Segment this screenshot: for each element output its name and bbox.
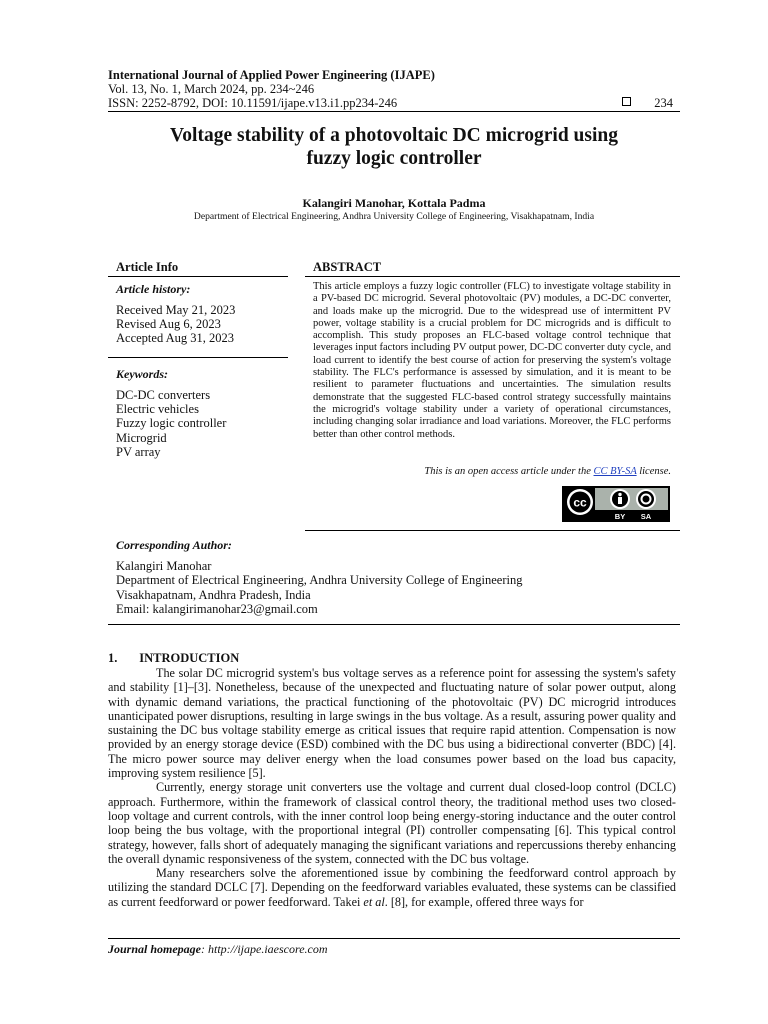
authors: Kalangiri Manohar, Kottala Padma (302, 196, 486, 210)
abstract-text: This article employs a fuzzy logic controller (FLC) to investigate voltage stability in a PV-based DC microgrid. Several photovoltaic (PV) modules, a DC-DC converter, and loads make up the microgrid. Due to the widespread use of intermittent PV power, voltage stability is a crucial problem for DC microgrids and is difficult to accomplish. This study proposes an FLC-based voltage control technique that leverages input factors including PV output power, DC-DC converter duty cycle, and load current to identify the best course of action for preserving the system's voltage stability. The FLC's performance is assessed by simulation, and it is meant to be resilient to parameter fluctuations and uncertainties. The simulation results demonstrate that the suggested FLC-based control strategy successfully maintains the microgrid's voltage stability under a variety of operational circumstances, including changing solar irradiance and load variations. Moreover, the FLC performs better than other control methods. (313, 281, 671, 440)
intro-paragraph-1: The solar DC microgrid system's bus voltage serves as a reference point for assessing the system's safety and stability [1]–[3]. Nonetheless, because of the unexpected and fluctuating nature of solar power output, along with dynamic demand variations, the practical functioning of the photovoltaic (PV) DC microgrid introduces unanticipated power disruptions, resulting in large swings in the bus voltage. As a result, assuring power quality and sustaining the DC bus voltage stability emerge as critical issues that require rapid attention. Compensation is now provided by an energy storage device (ESD) combined with the DC bus using a bidirectional converter (BDC) [4]. The micro power source may deliver energy when the load consumes power based on the load bus capacity, improving system resilience [5]. (108, 666, 676, 781)
header-rule (108, 111, 680, 112)
open-access-prefix: This is an open access article under the (424, 466, 594, 477)
corresponding-location: Visakhapatnam, Andhra Pradesh, India (116, 587, 311, 602)
p3-text-after: . [8], for example, offered three ways for (384, 894, 584, 909)
volume-info: Vol. 13, No. 1, March 2024, pp. 234~246 (108, 82, 315, 96)
p3-et-al: et al (363, 894, 385, 909)
intro-paragraph-3 (108, 866, 676, 909)
history-rule (108, 357, 288, 358)
badge-sa-text: SA (640, 512, 652, 521)
cc-badge-icon (562, 486, 670, 522)
introduction-body (108, 666, 676, 909)
badge-by-text: BY (614, 512, 626, 521)
corresponding-rule (108, 624, 680, 625)
page-number: 234 (654, 96, 673, 110)
intro-paragraph-2: Currently, energy storage unit converters use the voltage and current dual closed-loop control (DCLC) approach. Furthermore, within the framework of classical control theory, the traditional method uses two closed-loop voltage and current controls, with the inner control loop being energy-storing inductance and the outer control loop being the bus voltage, with the proportional integral (PI) controller compensating [6]. This typical control strategy, however, falls short of adequately managing the significant variations and repercussions thereby enhancing the overall dynamic responsiveness of the system, connected with the DC bus voltage. (108, 780, 676, 866)
abstract-bottom-rule (305, 530, 680, 531)
footer-rule (108, 938, 680, 939)
keyword-item: PV array (116, 444, 161, 459)
history-received: Received May 21, 2023 (116, 303, 236, 317)
corresponding-email: Email: kalangirimanohar23@gmail.com (116, 601, 318, 616)
keyword-item: Fuzzy logic controller (116, 416, 227, 431)
issn-doi: ISSN: 2252-8792, DOI: 10.11591/ijape.v13.i1.pp234-246 (108, 96, 398, 110)
history-accepted: Accepted Aug 31, 2023 (116, 331, 235, 346)
history-list (116, 303, 235, 346)
homepage-label: Journal homepage (108, 942, 202, 956)
title-line-2: fuzzy logic controller (306, 148, 482, 169)
open-access-note (313, 466, 671, 477)
history-revised: Revised Aug 6, 2023 (116, 317, 221, 332)
article-info-rule (108, 276, 288, 277)
keyword-item: Microgrid (116, 430, 167, 445)
abstract-heading: ABSTRACT (313, 260, 382, 274)
keywords-list (116, 388, 226, 459)
badge-cc-text: cc (573, 495, 587, 510)
corresponding-department: Department of Electrical Engineering, Andhra University College of Engineering (116, 573, 523, 588)
cc-by-sa-link[interactable]: CC BY-SA (593, 466, 637, 477)
keywords-heading: Keywords: (116, 367, 168, 381)
journal-homepage (108, 942, 328, 957)
square-bullet-icon (622, 97, 631, 106)
p3-text-before: Many researchers solve the aforementioned issue by combining the feedforward control approach by utilizing the standard DCLC [7]. Depending on the feedforward variables evaluated, these systems can be classified as current feedforward or power feedforward. Takei (108, 866, 676, 909)
article-info-heading: Article Info (116, 260, 179, 274)
keyword-item: Electric vehicles (116, 402, 199, 417)
article-history-heading: Article history: (116, 282, 191, 296)
keyword-item: DC-DC converters (116, 388, 211, 402)
abstract-rule (305, 276, 680, 277)
title-line-1: Voltage stability of a photovoltaic DC microgrid using (170, 125, 618, 146)
corresponding-name: Kalangiri Manohar (116, 559, 212, 573)
cc-license-badge[interactable] (562, 486, 670, 522)
journal-name: International Journal of Applied Power Engineering (IJAPE) (108, 68, 435, 82)
introduction-heading: 1. INTRODUCTION (108, 651, 240, 665)
affiliation: Department of Electrical Engineering, Andhra University College of Engineering, Visakhapatnam, India (193, 211, 595, 222)
homepage-url[interactable]: : http://ijape.iaescore.com (201, 942, 328, 956)
corresponding-heading: Corresponding Author: (116, 538, 232, 552)
paper-title (108, 124, 680, 170)
corresponding-lines (116, 559, 522, 616)
open-access-suffix: license. (636, 466, 671, 477)
